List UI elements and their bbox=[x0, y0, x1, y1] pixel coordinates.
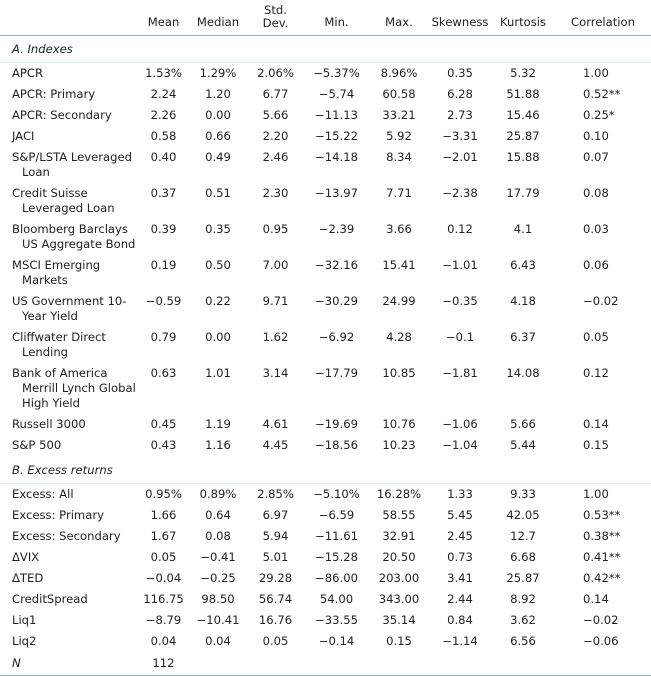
table-cell: 32.91 bbox=[382, 529, 416, 543]
table-cell: 2.73 bbox=[447, 108, 473, 122]
table-cell: −11.61 bbox=[315, 529, 358, 543]
table-cell: 4.28 bbox=[386, 330, 412, 344]
table-cell: −5.10% bbox=[313, 487, 360, 501]
row-label bbox=[0, 327, 138, 363]
table-cell: 0.43 bbox=[150, 438, 177, 452]
table-cell: 0.45 bbox=[150, 417, 177, 431]
table-cell: 0.25* bbox=[583, 108, 615, 122]
section-header-row bbox=[0, 456, 651, 484]
table-cell: −10.41 bbox=[196, 613, 240, 627]
table-cell: 1.16 bbox=[205, 438, 231, 452]
table-cell: 2.06% bbox=[257, 66, 294, 80]
column-header: Std. Dev. bbox=[247, 0, 304, 36]
row-label bbox=[0, 547, 138, 568]
row-label-text: S&P 500 bbox=[12, 438, 62, 452]
table-cell: 29.28 bbox=[258, 571, 293, 585]
table-cell: −0.1 bbox=[445, 330, 475, 344]
table-cell: 0.14 bbox=[583, 592, 609, 606]
row-label bbox=[0, 63, 138, 85]
table-row bbox=[0, 183, 651, 219]
table-cell: −2.39 bbox=[318, 222, 355, 236]
table-row bbox=[0, 327, 651, 363]
table-cell: −33.55 bbox=[315, 613, 358, 627]
table-cell: 7.71 bbox=[386, 186, 412, 200]
table-cell: 0.79 bbox=[150, 330, 177, 344]
table-cell: −1.01 bbox=[442, 258, 478, 272]
table-cell: 0.95 bbox=[262, 222, 289, 236]
row-label-text: Bank of America Merrill Lynch Global High Yield bbox=[12, 366, 136, 410]
table-cell: 24.99 bbox=[382, 294, 416, 308]
table-cell: −1.81 bbox=[442, 366, 478, 380]
table-cell: −14.18 bbox=[315, 150, 358, 164]
table-cell: 8.34 bbox=[386, 150, 412, 164]
row-label bbox=[0, 105, 138, 126]
table-cell: 0.66 bbox=[205, 129, 231, 143]
table-cell: 2.44 bbox=[447, 592, 473, 606]
table-cell: 0.50 bbox=[205, 258, 231, 272]
row-label-text: ΔTED bbox=[12, 571, 44, 585]
row-label-text: APCR: Secondary bbox=[12, 108, 112, 122]
table-row bbox=[0, 84, 651, 105]
table-cell: 10.76 bbox=[382, 417, 416, 431]
table-cell: 203.00 bbox=[378, 571, 420, 585]
table-cell: 5.32 bbox=[510, 66, 536, 80]
section-header-row bbox=[0, 36, 651, 63]
table-cell: 1.00 bbox=[583, 66, 609, 80]
row-label bbox=[0, 291, 138, 327]
table-cell: 0.05 bbox=[583, 330, 609, 344]
table-cell: −15.28 bbox=[315, 550, 358, 564]
table-cell: 6.56 bbox=[510, 634, 536, 648]
table-cell: 0.40 bbox=[150, 150, 177, 164]
row-label-text: US Government 10-Year Yield bbox=[12, 294, 127, 323]
table-body bbox=[0, 36, 651, 676]
table-row bbox=[0, 63, 651, 85]
table-row bbox=[0, 505, 651, 526]
table-cell: 0.51 bbox=[205, 186, 231, 200]
table-cell: 2.85% bbox=[257, 487, 294, 501]
table-cell: 5.44 bbox=[510, 438, 536, 452]
column-header: Mean bbox=[138, 0, 189, 36]
table-cell: −15.22 bbox=[315, 129, 358, 143]
table-cell: 1.66 bbox=[150, 508, 177, 522]
section-title: B. Excess returns bbox=[0, 456, 651, 484]
table-cell: 3.62 bbox=[510, 613, 536, 627]
table-cell: 2.46 bbox=[262, 150, 289, 164]
table-cell: −1.04 bbox=[442, 438, 478, 452]
table-cell: 0.05 bbox=[150, 550, 177, 564]
column-header: Median bbox=[189, 0, 247, 36]
sample-size-label: N bbox=[0, 652, 138, 676]
table-row bbox=[0, 589, 651, 610]
table-cell: 5.66 bbox=[262, 108, 289, 122]
table-cell: −17.79 bbox=[315, 366, 358, 380]
table-row bbox=[0, 526, 651, 547]
table-cell: 1.33 bbox=[447, 487, 473, 501]
table-row bbox=[0, 105, 651, 126]
row-label bbox=[0, 589, 138, 610]
table-cell: 6.43 bbox=[510, 258, 536, 272]
table-cell: 8.92 bbox=[510, 592, 536, 606]
table-cell: 0.06 bbox=[583, 258, 609, 272]
row-label bbox=[0, 505, 138, 526]
table-cell: 6.68 bbox=[510, 550, 536, 564]
table-cell: 58.55 bbox=[382, 508, 416, 522]
row-label-text: APCR: Primary bbox=[12, 87, 96, 101]
table-cell: 54.00 bbox=[319, 592, 354, 606]
row-label-text: Russell 3000 bbox=[12, 417, 86, 431]
table-cell: −19.69 bbox=[315, 417, 358, 431]
table-cell: 8.96% bbox=[380, 66, 418, 80]
table-row bbox=[0, 363, 651, 414]
table-cell: 0.39 bbox=[150, 222, 177, 236]
table-row bbox=[0, 547, 651, 568]
table-cell: 2.20 bbox=[262, 129, 289, 143]
column-header: Skewness bbox=[429, 0, 491, 36]
table-cell: 0.07 bbox=[583, 150, 609, 164]
table-row bbox=[0, 631, 651, 652]
table-cell: 6.28 bbox=[447, 87, 473, 101]
table-cell: 4.45 bbox=[262, 438, 289, 452]
table-cell: 0.63 bbox=[150, 366, 177, 380]
table-cell: 98.50 bbox=[201, 592, 235, 606]
table-cell: 33.21 bbox=[382, 108, 416, 122]
table-cell: 343.00 bbox=[378, 592, 420, 606]
table-cell: 60.58 bbox=[382, 87, 416, 101]
row-label bbox=[0, 631, 138, 652]
row-label bbox=[0, 484, 138, 506]
table-cell: 15.88 bbox=[506, 150, 540, 164]
table-cell: 12.7 bbox=[510, 529, 536, 543]
row-label bbox=[0, 526, 138, 547]
table-cell: −6.59 bbox=[318, 508, 355, 522]
table-cell: 0.49 bbox=[205, 150, 231, 164]
table-cell: 0.08 bbox=[583, 186, 609, 200]
row-label bbox=[0, 414, 138, 435]
table-cell: 5.66 bbox=[510, 417, 536, 431]
table-row bbox=[0, 219, 651, 255]
table-row bbox=[0, 610, 651, 631]
row-label-text: Liq1 bbox=[12, 613, 37, 627]
table-cell: 2.45 bbox=[447, 529, 473, 543]
table-cell: 6.37 bbox=[510, 330, 536, 344]
table-cell: 0.12 bbox=[583, 366, 609, 380]
table-cell: 35.14 bbox=[382, 613, 416, 627]
table-cell: −1.14 bbox=[442, 634, 478, 648]
table-cell: 0.14 bbox=[583, 417, 609, 431]
row-label-text: CreditSpread bbox=[12, 592, 88, 606]
table-cell: −0.06 bbox=[583, 634, 619, 648]
table-cell: −2.01 bbox=[442, 150, 478, 164]
row-label bbox=[0, 363, 138, 414]
table-cell: 10.85 bbox=[382, 366, 416, 380]
table-cell: −8.79 bbox=[145, 613, 182, 627]
row-label bbox=[0, 568, 138, 589]
row-label bbox=[0, 84, 138, 105]
table-cell: 0.05 bbox=[262, 634, 289, 648]
table-cell: −0.14 bbox=[318, 634, 355, 648]
table-cell: 0.52** bbox=[583, 87, 621, 101]
table-row bbox=[0, 147, 651, 183]
table-cell: 0.41** bbox=[583, 550, 621, 564]
table-cell: 15.46 bbox=[506, 108, 540, 122]
column-header: Kurtosis bbox=[491, 0, 555, 36]
row-label-text: JACI bbox=[12, 129, 35, 143]
table-cell: 116.75 bbox=[143, 592, 184, 606]
table-cell: 1.20 bbox=[205, 87, 231, 101]
table-cell: 2.30 bbox=[262, 186, 289, 200]
table-cell: 0.38** bbox=[583, 529, 621, 543]
table-cell: 2.24 bbox=[150, 87, 177, 101]
table-cell: 1.62 bbox=[262, 330, 289, 344]
table-cell: 0.73 bbox=[447, 550, 473, 564]
table-cell: 1.29% bbox=[199, 66, 237, 80]
row-label bbox=[0, 219, 138, 255]
sample-size-value: 112 bbox=[138, 652, 189, 676]
table-cell: 0.64 bbox=[205, 508, 231, 522]
row-label-text: Cliffwater Direct Lending bbox=[12, 330, 106, 359]
table-cell: 5.45 bbox=[447, 508, 473, 522]
table-cell: 2.26 bbox=[150, 108, 177, 122]
row-label bbox=[0, 255, 138, 291]
table-cell: 4.61 bbox=[262, 417, 289, 431]
table-cell: 4.18 bbox=[510, 294, 536, 308]
row-label bbox=[0, 183, 138, 219]
table-cell: 0.00 bbox=[205, 108, 231, 122]
table-header bbox=[0, 0, 651, 36]
table-cell: 0.15 bbox=[583, 438, 609, 452]
table-cell: −0.02 bbox=[583, 294, 619, 308]
row-label-text: Liq2 bbox=[12, 634, 37, 648]
table-row bbox=[0, 484, 651, 506]
row-label bbox=[0, 610, 138, 631]
table-cell: −18.56 bbox=[315, 438, 358, 452]
table-row bbox=[0, 435, 651, 456]
column-header: Max. bbox=[369, 0, 429, 36]
row-label bbox=[0, 147, 138, 183]
table-cell: 14.08 bbox=[506, 366, 540, 380]
table-cell: 3.14 bbox=[262, 366, 289, 380]
row-label-text: Excess: All bbox=[12, 487, 74, 501]
table-cell: 0.22 bbox=[205, 294, 231, 308]
table-cell: 15.41 bbox=[382, 258, 416, 272]
table-row bbox=[0, 568, 651, 589]
table-cell: 10.23 bbox=[382, 438, 416, 452]
table-cell: 0.08 bbox=[205, 529, 231, 543]
table-cell: 0.58 bbox=[150, 129, 177, 143]
table-cell: 1.01 bbox=[205, 366, 231, 380]
table-cell: −11.13 bbox=[315, 108, 358, 122]
table-cell: 6.97 bbox=[262, 508, 289, 522]
table-cell: 0.04 bbox=[205, 634, 231, 648]
table-cell: 0.89% bbox=[199, 487, 237, 501]
table-cell: −86.00 bbox=[315, 571, 358, 585]
table-cell: 17.79 bbox=[506, 186, 540, 200]
table-cell: −5.37% bbox=[313, 66, 360, 80]
table-cell: 5.01 bbox=[262, 550, 289, 564]
table-cell: −0.04 bbox=[145, 571, 182, 585]
header-blank bbox=[0, 0, 138, 36]
table-cell: 5.92 bbox=[386, 129, 412, 143]
table-cell: −0.25 bbox=[200, 571, 236, 585]
table-cell: 0.19 bbox=[150, 258, 177, 272]
table-cell: 6.77 bbox=[262, 87, 289, 101]
table-cell: 0.00 bbox=[205, 330, 231, 344]
table-cell: 0.53** bbox=[583, 508, 621, 522]
table-cell: 0.10 bbox=[583, 129, 609, 143]
table-row bbox=[0, 414, 651, 435]
table-cell: 0.95% bbox=[145, 487, 182, 501]
row-label-text: ΔVIX bbox=[12, 550, 40, 564]
table-cell: 0.12 bbox=[447, 222, 473, 236]
table-cell: 20.50 bbox=[382, 550, 416, 564]
row-label-text: Credit Suisse Leveraged Loan bbox=[12, 186, 115, 215]
table-cell: 25.87 bbox=[506, 571, 540, 585]
column-header: Correlation bbox=[555, 0, 651, 36]
table-row bbox=[0, 255, 651, 291]
table-cell: 56.74 bbox=[258, 592, 293, 606]
table-cell: 0.15 bbox=[386, 634, 412, 648]
row-label-text: S&P/LSTA Leveraged Loan bbox=[12, 150, 133, 179]
table-cell: 0.37 bbox=[150, 186, 177, 200]
table-cell: −32.16 bbox=[315, 258, 358, 272]
row-label bbox=[0, 435, 138, 456]
table-cell: 9.71 bbox=[262, 294, 289, 308]
header-row bbox=[0, 0, 651, 36]
table-cell: 0.35 bbox=[447, 66, 473, 80]
table-cell: −1.06 bbox=[442, 417, 478, 431]
table-cell: 9.33 bbox=[510, 487, 536, 501]
table-cell: 1.19 bbox=[205, 417, 231, 431]
table-cell: −5.74 bbox=[318, 87, 355, 101]
table-cell: 51.88 bbox=[506, 87, 540, 101]
table-cell: 4.1 bbox=[513, 222, 533, 236]
row-label-text: MSCI Emerging Markets bbox=[12, 258, 101, 287]
table-cell: 0.04 bbox=[150, 634, 177, 648]
table-cell: 16.28% bbox=[376, 487, 422, 501]
table-cell: 16.76 bbox=[258, 613, 293, 627]
table-cell: −3.31 bbox=[442, 129, 478, 143]
table-cell: 7.00 bbox=[262, 258, 289, 272]
table-cell: 0.42** bbox=[583, 571, 621, 585]
table-cell: 1.67 bbox=[150, 529, 177, 543]
table-cell: −0.35 bbox=[442, 294, 478, 308]
table-cell: −0.59 bbox=[145, 294, 182, 308]
table-cell: 25.87 bbox=[506, 129, 540, 143]
row-label bbox=[0, 126, 138, 147]
table-cell: 42.05 bbox=[506, 508, 540, 522]
table-cell: 3.41 bbox=[447, 571, 473, 585]
row-label-text: APCR bbox=[12, 66, 44, 80]
table-cell: 0.84 bbox=[447, 613, 473, 627]
table-cell: −0.02 bbox=[583, 613, 619, 627]
table-cell: 0.03 bbox=[583, 222, 609, 236]
table-cell: −13.97 bbox=[315, 186, 358, 200]
table-cell: −6.92 bbox=[318, 330, 355, 344]
table-cell: −30.29 bbox=[315, 294, 358, 308]
table-cell: 5.94 bbox=[262, 529, 289, 543]
row-label-text: Excess: Secondary bbox=[12, 529, 121, 543]
table-cell: 1.53% bbox=[145, 66, 182, 80]
table-row bbox=[0, 126, 651, 147]
section-title: A. Indexes bbox=[0, 36, 651, 63]
row-label-text: Bloomberg Barclays US Aggregate Bond bbox=[12, 222, 136, 251]
table-cell: −2.38 bbox=[442, 186, 478, 200]
table-cell: 3.66 bbox=[386, 222, 412, 236]
table-cell: −0.41 bbox=[200, 550, 236, 564]
column-header: Min. bbox=[304, 0, 369, 36]
row-label-text: Excess: Primary bbox=[12, 508, 104, 522]
table-row bbox=[0, 291, 651, 327]
table-cell: 0.35 bbox=[205, 222, 231, 236]
table-cell: 1.00 bbox=[583, 487, 609, 501]
